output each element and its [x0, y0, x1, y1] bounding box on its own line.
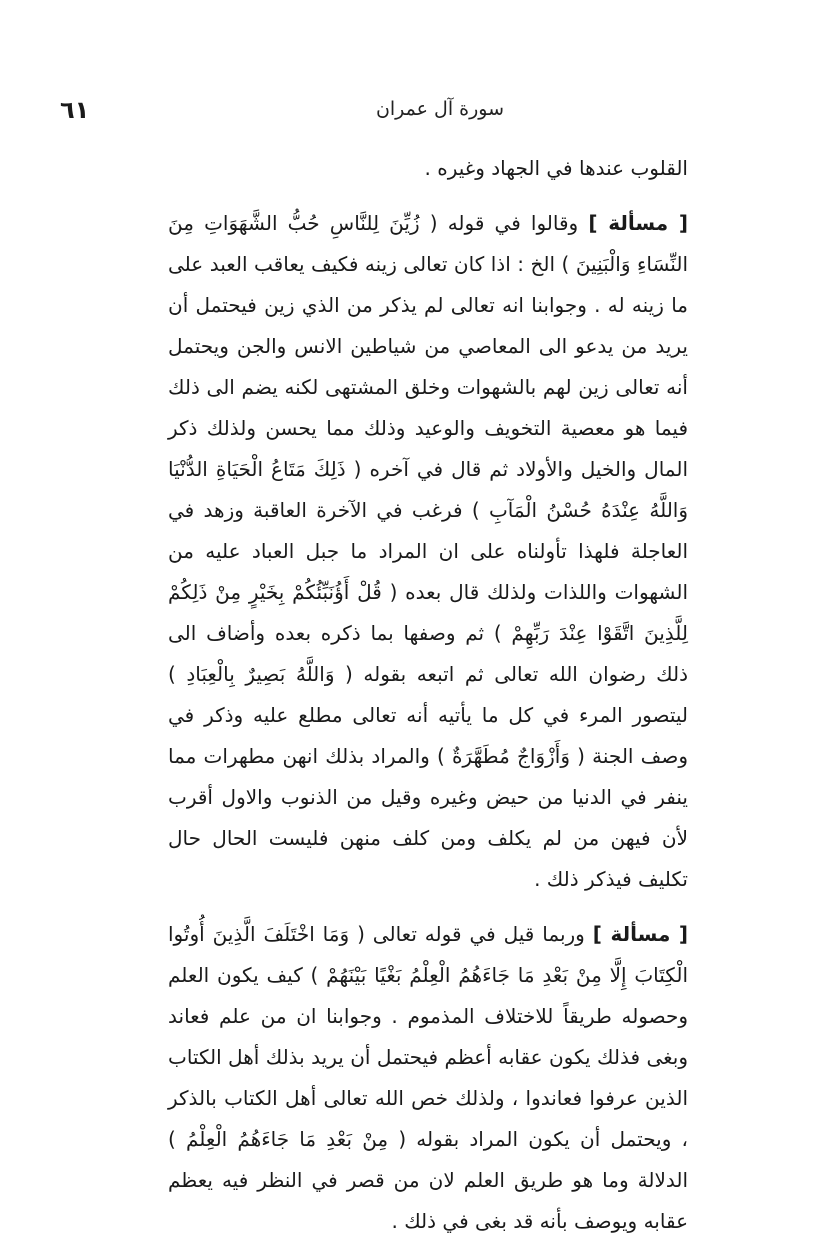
page-body — [168, 148, 688, 1242]
paragraph-text: القلوب عندها في الجهاد وغيره . — [424, 156, 688, 180]
question-label: [ مسألة ] — [588, 211, 688, 235]
paragraph-question-2 — [168, 914, 688, 1242]
paragraph-question-1 — [168, 203, 688, 900]
page-header — [60, 96, 732, 136]
page-number: ٦١ — [60, 96, 90, 124]
surah-title: سورة آل عمران — [375, 98, 505, 120]
paragraph-text: وربما قيل في قوله تعالى ( وَمَا اخْتَلَفَ الَّذِينَ أُوتُوا الْكِتَابَ إِلَّا مِنْ بَعْدِ مَا جَاءَهُمُ الْعِلْمُ بَغْيًا بَيْنَهُمْ ) كيف يكون العلم وحصوله طريقاً للاختلاف المذموم . وجوابنا ان من علم فعاند وبغى فذلك يكون عقابه أعظم فيحتمل أن يريد بذلك أهل الكتاب الذين عرفوا فعاندوا ، ولذلك خص الله تعالى أهل الكتاب بالذكر ، ويحتمل أن يكون المراد بقوله ( مِنْ بَعْدِ مَا جَاءَهُمُ الْعِلْمُ ) الدلالة وما هو طريق العلم لان من قصر في النظر فيه يعظم عقابه ويوصف بأنه قد بغى في ذلك . — [168, 922, 688, 1233]
question-label: [ مسألة ] — [592, 922, 689, 946]
paragraph-text: وقالوا في قوله ( زُيِّنَ لِلنَّاسِ حُبُّ الشَّهَوَاتِ مِنَ النِّسَاءِ وَالْبَنِينَ ) الخ : اذا كان تعالى زينه فكيف يعاقب العبد على ما زينه له . وجوابنا انه تعالى لم يذكر من الذي زين فيحتمل أن يريد من يدعو الى المعاصي من شياطين الانس والجن ويحتمل أنه تعالى زين لهم بالشهوات وخلق المشتهى لكنه يضم الى ذلك فيما هو معصية التخويف والوعيد وذلك مما يحسن ولذلك ذكر المال والخيل والأولاد ثم قال في آخره ( ذَلِكَ مَتَاعُ الْحَيَاةِ الدُّنْيَا وَاللَّهُ عِنْدَهُ حُسْنُ الْمَآبِ ) فرغب في الآخرة العاقبة وزهد في العاجلة فلهذا تأولناه على ان المراد ما جبل العباد عليه من الشهوات واللذات ولذلك قال بعده ( قُلْ أَؤُنَبِّئُكُمْ بِخَيْرٍ مِنْ ذَلِكُمْ لِلَّذِينَ اتَّقَوْا عِنْدَ رَبِّهِمْ ) ثم وصفها بما ذكره بعده وأضاف الى ذلك رضوان الله تعالى ثم اتبعه بقوله ( وَاللَّهُ بَصِيرٌ بِالْعِبَادِ ) ليتصور المرء في كل ما يأتيه أنه تعالى مطلع عليه وذكر في وصف الجنة ( وَأَزْوَاجٌ مُطَهَّرَةٌ ) والمراد بذلك انهن مطهرات مما ينفر في الدنيا من حيض وغيره وقيل من الذنوب والاول أقرب لأن فيهن من لم يكلف ومن كلف منهن فليست الحال حال تكليف فيذكر ذلك . — [168, 211, 688, 891]
paragraph-continuation — [168, 148, 688, 189]
